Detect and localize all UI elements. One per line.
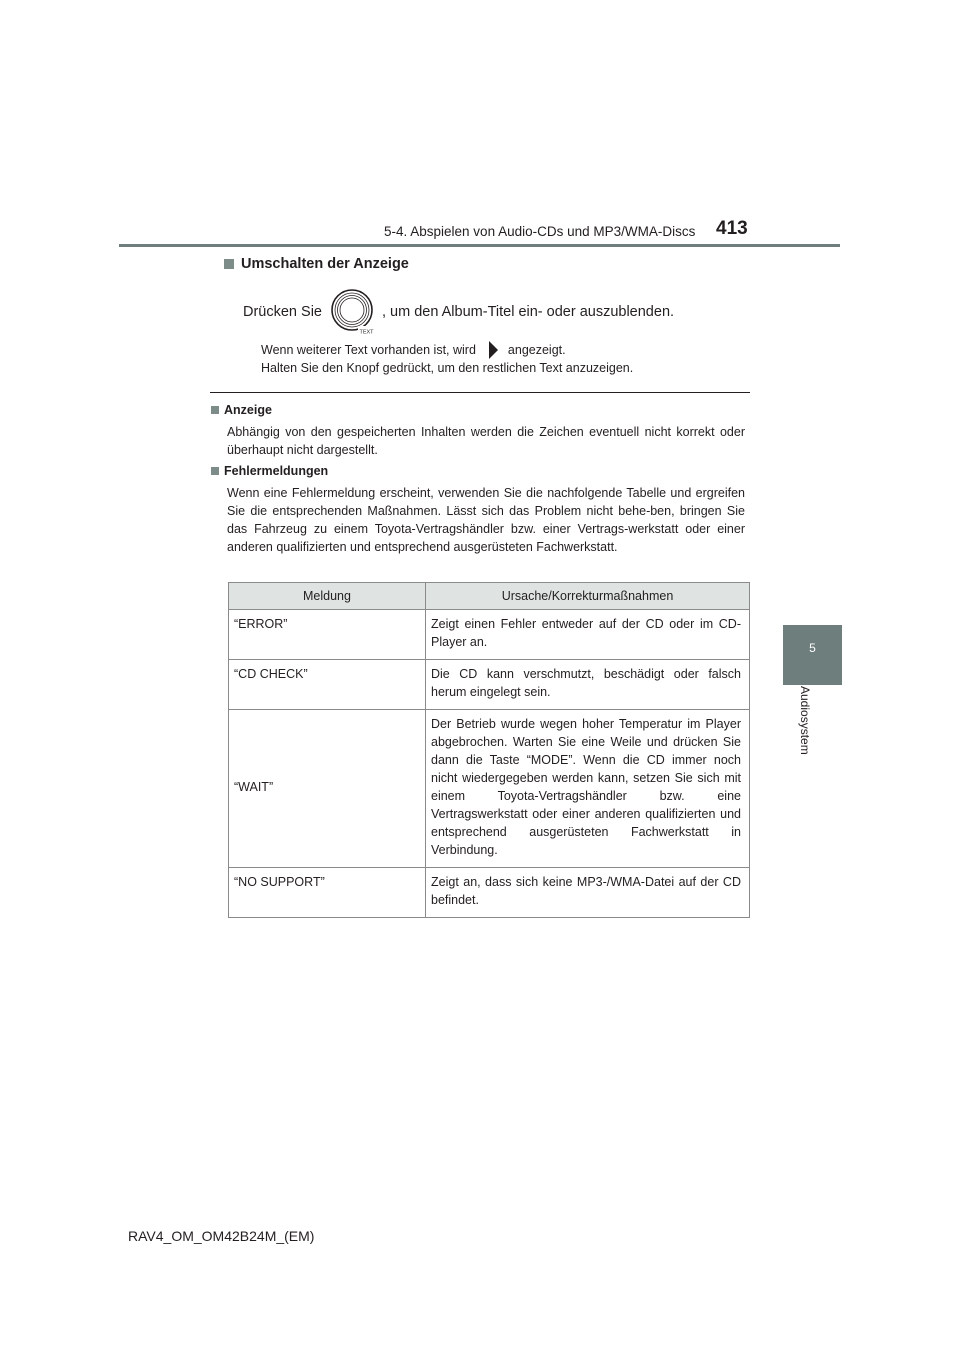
table-row bbox=[229, 868, 750, 918]
table-cell-action: Zeigt einen Fehler entweder auf der CD oder im CD-Player an. bbox=[426, 610, 750, 660]
more-text-arrow-icon bbox=[489, 341, 498, 359]
section-divider bbox=[210, 392, 750, 393]
fehler-paragraph: Wenn eine Fehlermeldung erscheint, verwenden Sie die nachfolgende Tabelle und ergreifen Sie die entsprechenden Maßnahmen. Lässt sich das Problem nicht behe-ben, bringen Sie das Fahrzeug zu einem Toyota-Vertragshändler bzw. einer Vertrags-werkstatt oder einer anderen qualifizierten und entsprechend ausgerüsteten Fachwerkstatt. bbox=[227, 486, 745, 554]
header-section-title: 5-4. Abspielen von Audio-CDs und MP3/WMA-Discs bbox=[384, 224, 696, 239]
table-row bbox=[229, 660, 750, 710]
table-cell-action: Die CD kann verschmutzt, beschädigt oder falsch herum eingelegt sein. bbox=[426, 660, 750, 710]
instruction-after: , um den Album-Titel ein- oder auszublenden. bbox=[381, 304, 675, 320]
document-code-footer: RAV4_OM_OM42B24M_(EM) bbox=[128, 1228, 315, 1244]
fehler-heading bbox=[211, 464, 328, 478]
instruction-line bbox=[243, 289, 674, 335]
table-row bbox=[229, 610, 750, 660]
note-line-1-after: angezeigt. bbox=[507, 343, 566, 357]
table-cell-message: “WAIT” bbox=[229, 710, 426, 868]
page-number: 413 bbox=[716, 218, 748, 239]
table-cell-action: Zeigt an, dass sich keine MP3-/WMA-Datei auf der CD befindet. bbox=[426, 868, 750, 918]
table-row bbox=[229, 710, 750, 868]
chapter-number: 5 bbox=[809, 641, 816, 655]
chapter-label: Audiosystem bbox=[798, 686, 812, 755]
square-bullet-icon bbox=[224, 259, 234, 269]
note-line-1-before: Wenn weiterer Text vorhanden ist, wird bbox=[261, 343, 476, 357]
anzeige-paragraph: Abhängig von den gespeicherten Inhalten werden die Zeichen eventuell nicht korrekt oder überhaupt nicht dargestellt. bbox=[227, 425, 745, 457]
table-header-row bbox=[229, 583, 750, 610]
anzeige-heading bbox=[211, 403, 272, 417]
chapter-tab bbox=[783, 625, 842, 685]
note-line-2: Halten Sie den Knopf gedrückt, um den restlichen Text anzuzeigen. bbox=[261, 361, 634, 375]
square-bullet-icon bbox=[211, 406, 219, 414]
table-header-message: Meldung bbox=[229, 583, 426, 610]
table-cell-message: “CD CHECK” bbox=[229, 660, 426, 710]
square-bullet-icon bbox=[211, 467, 219, 475]
section-heading-text: Umschalten der Anzeige bbox=[241, 256, 409, 272]
chapter-label-container bbox=[772, 686, 852, 776]
header-rule bbox=[119, 244, 840, 247]
text-knob-icon bbox=[329, 289, 375, 335]
table-cell-message: “NO SUPPORT” bbox=[229, 868, 426, 918]
anzeige-heading-text: Anzeige bbox=[224, 403, 272, 417]
instruction-before: Drücken Sie bbox=[243, 304, 322, 320]
fehler-heading-text: Fehlermeldungen bbox=[224, 464, 329, 478]
table-cell-message: “ERROR” bbox=[229, 610, 426, 660]
knob-label: TEXT bbox=[359, 329, 374, 335]
section-heading bbox=[224, 256, 409, 272]
note-line-1 bbox=[261, 341, 566, 359]
table-cell-action: Der Betrieb wurde wegen hoher Temperatur im Player abgebrochen. Warten Sie eine Weile und drücken Sie dann die Taste “MODE”. Wenn die CD immer noch nicht wiedergegeben werden kann, setzen Sie sich mit einem Toyota-Vertragshändler bzw. eine Vertragswerkstatt oder einer anderen qualifizierten und entsprechend ausgerüsteten Fachwerkstatt in Verbindung. bbox=[426, 710, 750, 868]
table-header-action: Ursache/Korrekturmaßnahmen bbox=[426, 583, 750, 610]
error-message-table bbox=[228, 582, 750, 918]
